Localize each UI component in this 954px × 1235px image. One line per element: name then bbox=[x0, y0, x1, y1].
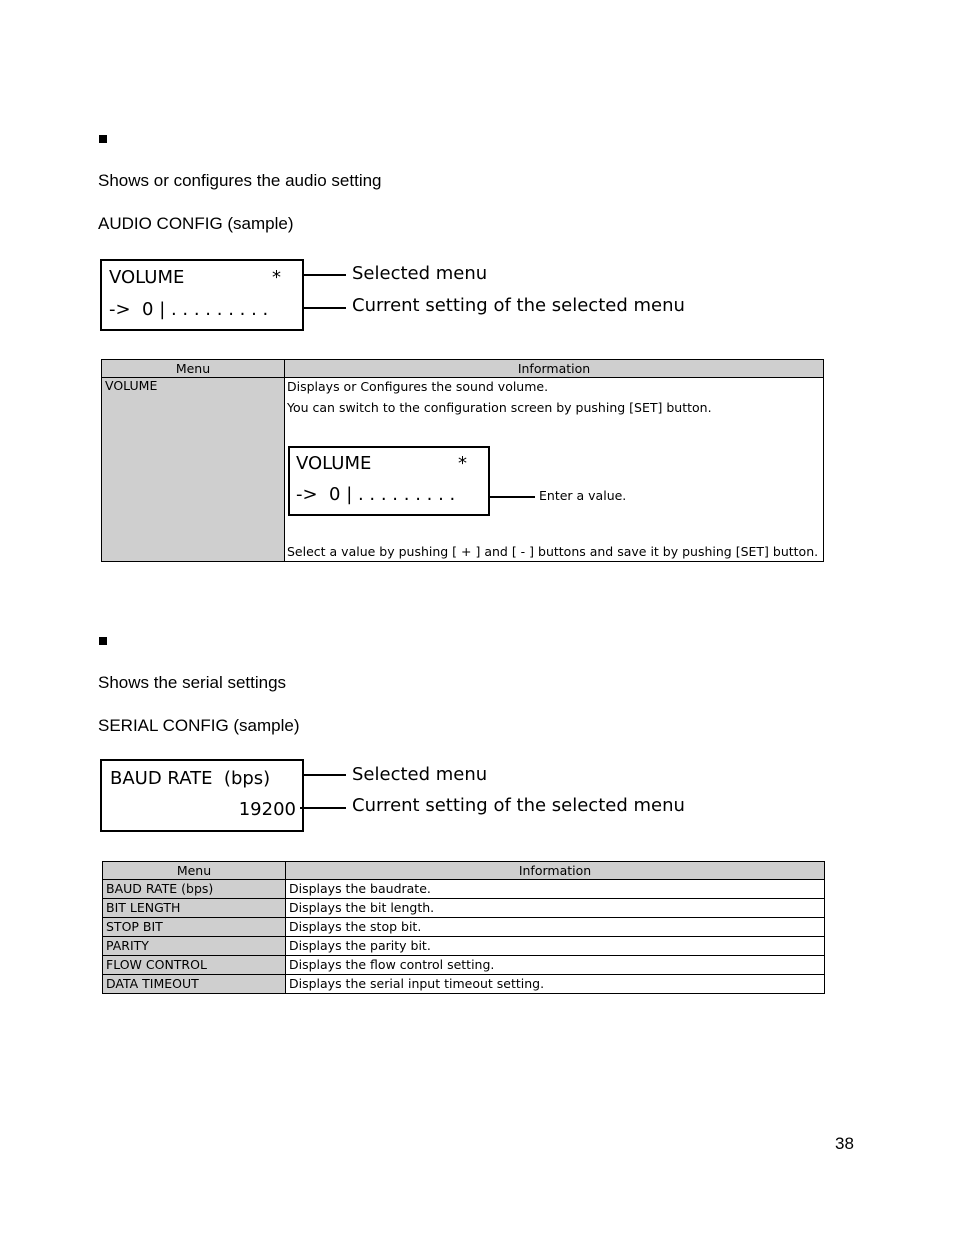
table-row bbox=[102, 378, 824, 562]
callout-selected-menu: Selected menu bbox=[352, 764, 488, 785]
column-header-menu: Menu bbox=[103, 862, 286, 880]
lcd-line2: 19200 bbox=[238, 799, 296, 820]
callout-current-setting: Current setting of the selected menu bbox=[352, 795, 685, 816]
callout-line-enter-value bbox=[490, 496, 535, 498]
table-row bbox=[103, 918, 825, 937]
info-line-3: Select a value by pushing [ + ] and [ - ] buttons and save it by pushing [SET] button. bbox=[287, 544, 819, 559]
callout-enter-value: Enter a value. bbox=[539, 488, 627, 503]
menu-cell: DATA TIMEOUT bbox=[103, 975, 286, 994]
menu-cell: STOP BIT bbox=[103, 918, 286, 937]
lcd-line1: BAUD RATE (bps) bbox=[110, 768, 271, 789]
info-line-1: Displays or Configures the sound volume. bbox=[287, 379, 549, 394]
audio-sample-caption: AUDIO CONFIG (sample) bbox=[98, 214, 294, 233]
lcd-line2: -> 0 | . . . . . . . . . bbox=[296, 484, 456, 505]
serial-menu-table bbox=[102, 861, 825, 994]
info-cell: Displays the baudrate. bbox=[286, 880, 825, 899]
section-bullet-serial bbox=[99, 637, 107, 645]
serial-sample-caption: SERIAL CONFIG (sample) bbox=[98, 716, 300, 735]
menu-cell: PARITY bbox=[103, 937, 286, 956]
table-row bbox=[103, 937, 825, 956]
menu-cell-volume: VOLUME bbox=[102, 378, 285, 562]
serial-description: Shows the serial settings bbox=[98, 673, 287, 692]
audio-description: Shows or configures the audio setting bbox=[98, 171, 382, 190]
section-bullet-audio bbox=[99, 135, 107, 143]
callout-line-current bbox=[300, 807, 346, 809]
table-row bbox=[103, 975, 825, 994]
audio-lcd-sample bbox=[100, 259, 304, 331]
column-header-menu: Menu bbox=[102, 360, 285, 378]
info-cell: Displays the bit length. bbox=[286, 899, 825, 918]
column-header-information: Information bbox=[286, 862, 825, 880]
lcd-line1-label: VOLUME bbox=[109, 267, 185, 288]
table-row bbox=[103, 899, 825, 918]
callout-selected-menu: Selected menu bbox=[352, 263, 488, 284]
callout-line-current bbox=[304, 307, 346, 309]
page-number: 38 bbox=[835, 1134, 854, 1153]
info-cell: Displays the stop bit. bbox=[286, 918, 825, 937]
table-row bbox=[103, 880, 825, 899]
lcd-line2: -> 0 | . . . . . . . . . bbox=[109, 299, 269, 320]
menu-cell: BAUD RATE (bps) bbox=[103, 880, 286, 899]
serial-lcd-sample bbox=[100, 759, 304, 832]
lcd-line1-marker: * bbox=[458, 453, 467, 474]
callout-line-selected bbox=[304, 774, 346, 776]
info-cell: Displays the serial input timeout setting. bbox=[286, 975, 825, 994]
menu-cell: BIT LENGTH bbox=[103, 899, 286, 918]
audio-menu-table bbox=[101, 359, 824, 562]
info-line-2: You can switch to the configuration screen by pushing [SET] button. bbox=[287, 400, 712, 415]
info-cell: Displays the flow control setting. bbox=[286, 956, 825, 975]
menu-cell: FLOW CONTROL bbox=[103, 956, 286, 975]
lcd-line1-marker: * bbox=[272, 267, 281, 288]
lcd-line1-label: VOLUME bbox=[296, 453, 372, 474]
info-cell-volume bbox=[285, 378, 824, 562]
column-header-information: Information bbox=[285, 360, 824, 378]
table-row bbox=[103, 956, 825, 975]
info-cell: Displays the parity bit. bbox=[286, 937, 825, 956]
callout-line-selected bbox=[304, 274, 346, 276]
volume-lcd-sample bbox=[288, 446, 490, 516]
callout-current-setting: Current setting of the selected menu bbox=[352, 295, 685, 316]
